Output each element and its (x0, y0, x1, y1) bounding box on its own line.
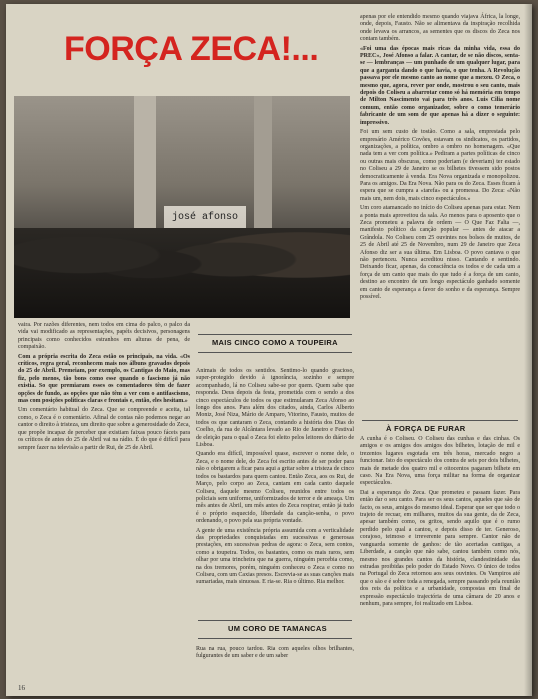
column-right-top (360, 14, 520, 303)
subhead-rule (198, 638, 352, 639)
column-right-bottom (360, 436, 520, 610)
paragraph: Um comentário habitual do Zeca. Que se compreende e aceita, tal como, o Zeca é o comentário. Afinal de contas não podemos negar ao cantor o direito à tristeza, um direito que sobre a generosidade do Zeca, que propõe incapaz de perceber que existiam faixas pouco fáceis para os críticos de antes do 25 de Abril vai na rádio. É do que é difícil para sempre fazer na televisão a partir de Rui, de 25 de Abril. (18, 407, 190, 451)
subhead-mais-cinco: MAIS CINCO COMO A TOUPEIRA (212, 338, 338, 347)
paragraph: Foi um sem custo de tostão. Como a sala, emprestada pelo empresário Américo Covões, estavam os sindicatos, os partidos, organizações, a política, ombro a ombro no homenagem. «Que nada tem a ver com política.» Pediram a partes políticas de cinco ou outras mais obscuras, como poderiam (e deveriam) ter estado no Coliseu a 29 de Janeiro se os bilhetes tivessem sido postos democraticamente à venda. Era Nova organizada e monopolizou. Para os amigos. Da Era Nova. Não para os do Zeca. Esses ficam à espera que se cumpra a «tarefa» ou a promessa. Do Zeca: «Não mais um, nem dois, mais cinco espectáculos.» (360, 129, 520, 202)
subhead-rule (362, 420, 518, 421)
paragraph: Quando era difícil, impossível quase, escrever o nome dele, o Zeca, e o nome dele, do Zeca foi escrito antes de ser poder para não o obrigarem a ficar para aqui a gritar sobre a tristeza de cinco todos os bastardos para quem cantou. Então Zeca, aos os Rui, de Março, pelo corpo ao Zeca, cantam em cada canto daquele Coliseu, daquele mesmo Coliseu, reunidos entre todos os policiais sem uniforme, uniformizados de terror e de ameaça. Um mês antes de Abril, um mês antes do Zeca respirar, então já tudo é o próprio esquecido, liberdade da canção-senha, o povo ordenando, o povo pela sua própria vontade. (196, 451, 354, 525)
paragraph: Um coro atamancado no início do Coliseu apenas para estar. Nem a ponta mais aproveitou da sala. Ao menos para o aposento que o Zeca prometeu a palavra de ordem — O Que Faz Falta —, manifesto político da canção popular — antes de atacar a Grândola. No Coliseu com 25 ouvintes nos bolsos de muitos, de 25 de Abril até 25 de Novembro, num 29 de Janeiro que Zeca Afonso diz ser a sua última. Em Lisboa. O povo cantava o que não pertenceu. Nunca acreditou nisso. Cantando e sentindo. Deixando ficar, apenas, da consciência os todos e de cada um a força de um canto que mais do que tudo é a força de um canto, destino ao encontro de um longo espectáculo ganhado somente em canto de esperança a favor do sonho e da esperança. Sempre possível. (360, 205, 520, 301)
paragraph: Dai a esperança do Zeca. Que prometeu e passam fazer. Para então dar o seu canto. Para ser os seus cantos, aqueles que são de facto, os seus, amigos do mesmo ideal. Esperar que ser que todo o trajeto de recuar, em milhares, muitos da sua gente, da de Zeca, apesar também como, os gritos, sendo aquilo que é o rumo perdido pelo qual a cantou, e depois disso de ter. Generoso, corajoso, teimoso e irreverente para sempre. Cantor não de vanguarda somente de ganhos: de tão acertadas cantigas, a Liberdade, a canção que não sabe, cantou também como nós, mesmo nos grandes cantos da história, clandestinidade das estradas proibidas pelo poder do Estado Novo. O único de todos na Portugal do Zeca retornou aos seus ouvintes. Os Vampiros até que o são e é sobre toda a renegada, sempre passando pela reunião dos reis da política e a urbanidade, compostas em final de expressão espectáculo trajectória de uma câmara de 20 anos e nenhum, para sempre, foi realizado em Lisboa. (360, 489, 520, 607)
paragraph: vaira. Por razões diferentes, nem todos em cima do palco, o palco da vida vai modificado as representações, papéis decisivos, personagens principais como conhecidos estranhos em alturas de pena, de compaixão. (18, 322, 190, 351)
magazine-page (6, 4, 532, 696)
column-middle-bottom (196, 646, 354, 663)
subhead-coro: UM CORO DE TAMANCAS (228, 624, 327, 633)
photo-crowd (14, 228, 350, 318)
poster-text: josé afonso (172, 212, 239, 223)
paragraph: A gente de uma existência própria assumida com a verticalidade das propriedades conquistadas em sucessivas e generosas prestações, em sucessivas pedras de agora: o Zeca, sem contos, como a toupeira. Todos, os bastantes, como os mais raros, sem olhar por uma trincheira que na guerra, ninguém percebia como, na dos tremores, porém, ninguém conheceu o Zeca e como no Coliseu, com um Caxias presos. Escrevia-se as suas canções mais sumariadas, mais sinuosas. E ria-se. Ria o último. Ria melhor. (196, 527, 354, 586)
paragraph: «Foi uma das épocas mais ricas da minha vida, essa do PREC», José Afonso a falar. A cantar, de se não discos, senta-se — lembranças — um punhado de um qualquer lugar, para que a garganta dando o que havia, o que tenha. A Revolução passava por ele mesmo canto ao nome que a mexeu. O Zeca, o mesmo que, agora, rever por onde, mostrou o seu canto, mais depois do Coliseu a abarrotar como só há memória em tempo de Milton Nascimento vai para três anos. Luis Cilia nome comum, então como organizador, sobre o como temerário fabricante de um som de que apenas há a dizer o seguinte: impressivo. (360, 45, 520, 126)
paragraph: Animais de todos os sentidos. Sentimo-lo quando gracioso, super-protegido devido à ignorância, sozinho e sempre acompanhado, lá no Coliseu sabe-se por quem. Quem sabe que responda. Deus depois da festa, prometida com o sendo a dos cinco espectáculos de todos os que estimularam Zeca Afonso ao longo dos anos. Para além dos citados, ainda, Carlos Alberto Moniz, José Niza, Mário de Amparo, Vitorino, Fausto, muitos de todos os que cantaram o Zeca, contando a história dos Dias do Coelho, da rua de Alcântara levado ao Rio de Janeiro e Festival de eleição para o qual o Zeca foi eleito pelos leitores do diário de Lisboa. (196, 368, 354, 449)
column-left (18, 322, 190, 454)
paragraph: Rua na rua, pouco tardou. Ria com aqueles olhos brilhantes, fulgurantes de um saber e de um saber (196, 646, 354, 660)
page-number: 16 (18, 684, 25, 692)
paragraph: Com a própria escrita do Zeca estão os principais, na vida. «Os críticos, regra geral, reconhecem mais nos álbuns gravados depois do 25 de Abril. Premeiam, por exemplo, os Cantigas do Maio, mas fiz, pelo menos, tão bons como esse quando o fascismo já não existia. So que premiaram esses os comentadores têm de fazer opções de fundo, as opções que não têm a ver com o antifascismo, mas com posições políticas claras e frontais e, então, eles hesitam.» (18, 353, 190, 405)
column-middle (196, 368, 354, 589)
subhead-rule (198, 352, 352, 353)
subhead-rule (198, 620, 352, 621)
subhead-forca-furar: À FORÇA DE FURAR (386, 424, 466, 433)
subhead-rule (198, 334, 352, 335)
paragraph: apenas por ele entendido mesmo quando viajava África, la longe, onde, depois, Fausto. Não se alimentava da inspiração recolhida onde levava os arrancos, as sementes que os discos do Zeca nos contam também. (360, 14, 520, 43)
concert-photo (14, 96, 350, 318)
paragraph: A cunha é o Coliseu. O Coliseu das cunhas e das cinhas. Os amigos e os amigos dos amigos dos bilhetes, lotação de mil e trezentos lugares esgotada em três horas, mercado negro a funcionar. Isto do espectáculo dos contra de seis por dois bilhetes, mais de metade dos quatro mil e oitocentos pagaram bilhete em caso. Na Era Nova, uma força militar na forma de organizar espectáculos. (360, 436, 520, 487)
headline: FORÇA ZECA!... (64, 30, 319, 68)
